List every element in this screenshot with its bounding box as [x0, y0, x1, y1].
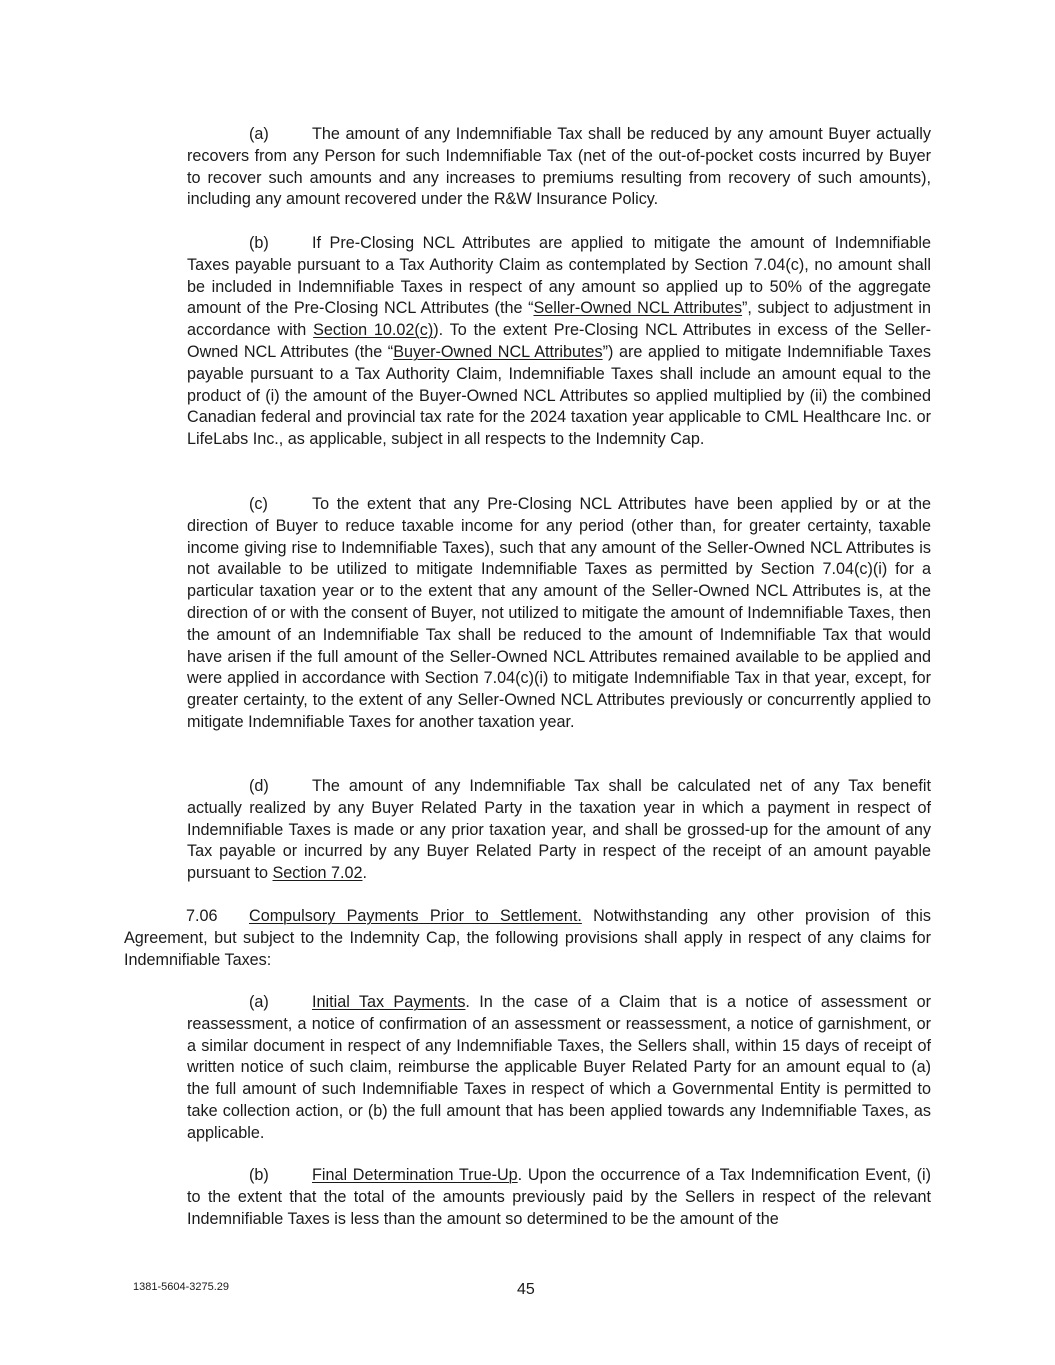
paragraph-d-tax-benefit: [187, 776, 931, 885]
paragraph-heading: Initial Tax Payments: [312, 993, 466, 1011]
paragraph-label: (c): [249, 495, 268, 513]
section-heading: Compulsory Payments Prior to Settlement.: [249, 907, 582, 925]
paragraph-heading: Final Determination True-Up: [312, 1166, 518, 1184]
paragraph-text: If Pre-Closing NCL Attributes are applied to mitigate the amount of Indemnifiable Taxes payable pursuant to a Tax Authority Claim as contemplated by Section 7.04(c), no amount shall be included in Indemnifiable Taxes in respect of any amount so applied up to 50% of the aggregate amount of the Pre-Closing NCL Attributes (the “: [187, 234, 931, 318]
paragraph-text: Notwithstanding any other provision of this Agreement, but subject to the Indemnity Cap, the following provisions shall apply in respect of any claims for Indemnifiable Taxes:: [124, 907, 931, 969]
paragraph-text: The amount of any Indemnifiable Tax shall be calculated net of any Tax benefit actually realized by any Buyer Related Party in the taxation year in which a payment in respect of Indemnifiable Taxes is made or any prior taxation year, and shall be grossed-up for the amount of any Tax payable or incurred by any Buyer Related Party in respect of the receipt of an amount payable pursuant to: [187, 777, 931, 883]
paragraph-label: (b): [249, 1166, 269, 1184]
paragraph-label: (b): [249, 234, 269, 252]
paragraph-text: ”, subject to adjustment in accordance with: [187, 299, 931, 340]
paragraph-text: To the extent that any Pre-Closing NCL Attributes have been applied by or at the direction of Buyer to reduce taxable income for any period (other than, for greater certainty, taxable income giving rise to Indemnifiable Taxes), such that any amount of the Seller-Owned NCL Attributes is not available to be utilized to mitigate Indemnifiable Taxes as permitted by Section 7.04(c)(i) for a particular taxation year or to the extent that any amount of the Seller-Owned NCL Attributes is, at the direction of or with the consent of Buyer, not utilized to mitigate the amount of Indemnifiable Taxes, then the amount of an Indemnifiable Tax shall be reduced to the amount of Indemnifiable Tax that would have arisen if the full amount of the Seller-Owned NCL Attributes remained available to be applied and were applied in accordance with Section 7.04(c)(i) to mitigate Indemnifiable Tax in that year, except, for greater certainty, to the extent of any Seller-Owned NCL Attributes previously or concurrently applied to mitigate Indemnifiable Taxes for another taxation year.: [187, 495, 931, 731]
page-number: 45: [517, 1281, 535, 1298]
paragraph-a-initial-payments: [187, 992, 931, 1145]
paragraph-text: ). To the extent Pre-Closing NCL Attributes in excess of the Seller-Owned NCL Attributes (the “: [187, 321, 931, 361]
paragraph-c-utilization: [187, 494, 931, 734]
section-reference-10-02c[interactable]: Section 10.02(c): [313, 321, 434, 340]
defined-term-seller-owned: Seller-Owned NCL Attributes: [533, 299, 743, 318]
paragraph-label: (a): [249, 125, 269, 143]
paragraph-text: The amount of any Indemnifiable Tax shall be reduced by any amount Buyer actually recovers from any Person for such Indemnifiable Tax (net of the out-of-pocket costs incurred by Buyer to recover such amounts and any increases to premiums resulting from recovery of such amounts), including any amount recovered under the R&W Insurance Policy.: [187, 125, 931, 209]
section-reference-7-02[interactable]: Section 7.02: [272, 864, 363, 883]
paragraph-text: .: [362, 864, 367, 883]
document-id: 1381-5604-3275.29: [133, 1281, 230, 1293]
paragraph-a-recoveries: [187, 124, 931, 211]
paragraph-b-ncl-attributes: [187, 233, 931, 451]
paragraph-text: . In the case of a Claim that is a notice of assessment or reassessment, a notice of confirmation of an assessment or reassessment, a notice of garnishment, or a similar document in respect of any Indemnifiable Taxes, the Sellers shall, within 15 days of receipt of written notice of such claim, reimburse the applicable Buyer Related Party for an amount equal to (a) the full amount of such Indemnifiable Taxes in respect of which a Governmental Entity is permitted to take collection action, or (b) the full amount that has been applied towards any Indemnifiable Taxes, as applicable.: [187, 993, 932, 1142]
section-number: 7.06: [186, 907, 218, 925]
paragraph-label: (d): [249, 777, 269, 795]
paragraph-text: . Upon the occurrence of a Tax Indemnification Event, (i) to the extent that the total of the amounts previously paid by the Sellers in respect of the relevant Indemnifiable Taxes is less than the amount so determined to be the amount of the: [187, 1166, 932, 1228]
paragraph-label: (a): [249, 993, 269, 1011]
paragraph-text: ”) are applied to mitigate Indemnifiable Taxes payable pursuant to a Tax Authority Claim, Indemnifiable Taxes shall include an amount equal to the product of (i) the amount of the Buyer-Owned NCL Attributes so applied multiplied by (ii) the combined Canadian federal and provincial tax rate for the 2024 taxation year applicable to CML Healthcare Inc. or LifeLabs Inc., as applicable, subject in all respects to the Indemnity Cap.: [187, 342, 931, 449]
defined-term-buyer-owned: Buyer-Owned NCL Attributes: [393, 342, 603, 361]
paragraph-b-true-up: [187, 1165, 931, 1230]
section-7-06: [124, 906, 931, 971]
